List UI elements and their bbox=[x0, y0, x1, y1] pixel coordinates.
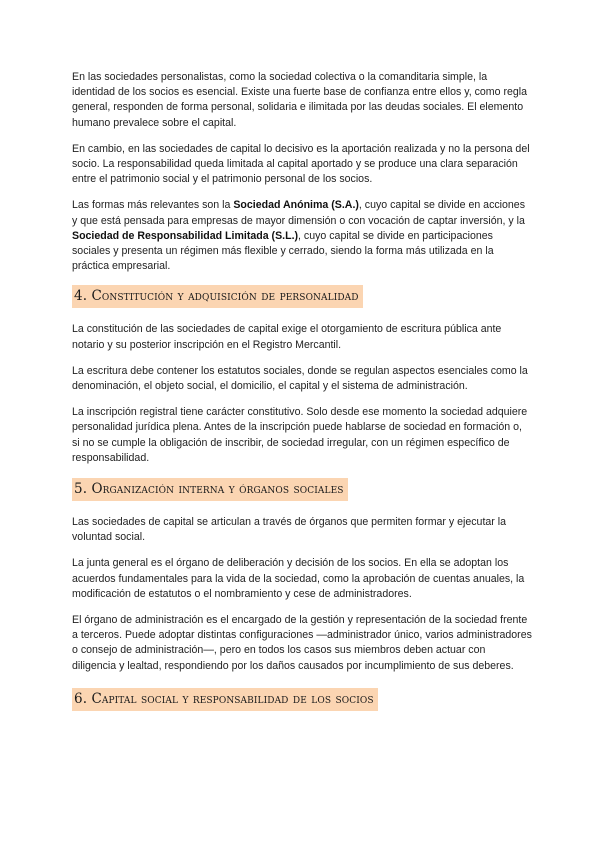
text-run: , cuyo capital se divide en participaciones sociales y presenta un régimen más flexible y cerrado, siendo la forma más utilizada en la práctica empresarial. bbox=[72, 229, 494, 273]
text-run: , cuyo capital se divide en acciones y que está pensada para empresas de mayor dimensión o con vocación de captar inversión, y la bbox=[72, 199, 525, 227]
section-heading-6: 6. Capital social y responsabilidad de los socios bbox=[72, 688, 378, 711]
paragraph-organo-administracion: El órgano de administración es el encargado de la gestión y representación de la sociedad frente a terceros. Puede adoptar distintas configuraciones —administrador único, varios administradores o consejo de administración—, pero en todos los casos sus miembros deben actuar con diligencia y lealtad, respondiendo por los daños causados por incumplimiento de sus deberes. bbox=[72, 614, 532, 672]
paragraph-constitucion: La constitución de las sociedades de capital exige el otorgamiento de escritura pública ante notario y su posterior inscripción en el Registro Mercantil. bbox=[72, 323, 502, 351]
bold-term-sl: Sociedad de Responsabilidad Limitada (S.L.) bbox=[72, 229, 299, 242]
paragraph-formas-relevantes bbox=[72, 198, 532, 274]
paragraph-organos: Las sociedades de capital se articulan a través de órganos que permiten formar y ejecutar la voluntad social. bbox=[72, 516, 506, 544]
section-heading-6-wrapper bbox=[72, 688, 532, 711]
paragraph-inscripcion: La inscripción registral tiene carácter constitutivo. Solo desde ese momento la sociedad adquiere personalidad jurídica plena. Antes de la inscripción puede hablarse de sociedad en formación o, si no se cumple la obligación de inscribir, de sociedad irregular, con un régimen específico de responsabilidad. bbox=[72, 406, 528, 464]
section-heading-5: 5. Organización interna y órganos sociales bbox=[72, 478, 348, 501]
document-body bbox=[72, 70, 532, 725]
paragraph-junta-general: La junta general es el órgano de deliberación y decisión de los socios. En ella se adoptan los acuerdos fundamentales para la vida de la sociedad, como la aprobación de cuentas anuales, la modificación de estatutos o el nombramiento y cese de administradores. bbox=[72, 557, 525, 600]
paragraph-escritura: La escritura debe contener los estatutos sociales, donde se regulan aspectos esenciales como la denominación, el objeto social, el domicilio, el capital y el sistema de administración. bbox=[72, 364, 528, 393]
section-heading-4-wrapper bbox=[72, 285, 532, 308]
bold-term-sa: Sociedad Anónima (S.A.) bbox=[233, 199, 359, 212]
paragraph-personalistas: En las sociedades personalistas, como la sociedad colectiva o la comanditaria simple, la identidad de los socios es esencial. Existe una fuerte base de confianza entre ellos y, como regla general, responden de forma personal, solidaria e ilimitada por las deudas sociales. El elemento humano prevalece sobre el capital. bbox=[72, 71, 528, 129]
section-heading-5-wrapper bbox=[72, 478, 532, 501]
text-run: Las formas más relevantes son la bbox=[72, 199, 234, 212]
paragraph-sociedades-capital: En cambio, en las sociedades de capital lo decisivo es la aportación realizada y no la persona del socio. La responsabilidad queda limitada al capital aportado y se produce una clara separación entre el patrimonio social y el patrimonio personal de los socios. bbox=[72, 142, 530, 186]
section-heading-4: 4. Constitución y adquisición de personalidad bbox=[72, 285, 363, 308]
